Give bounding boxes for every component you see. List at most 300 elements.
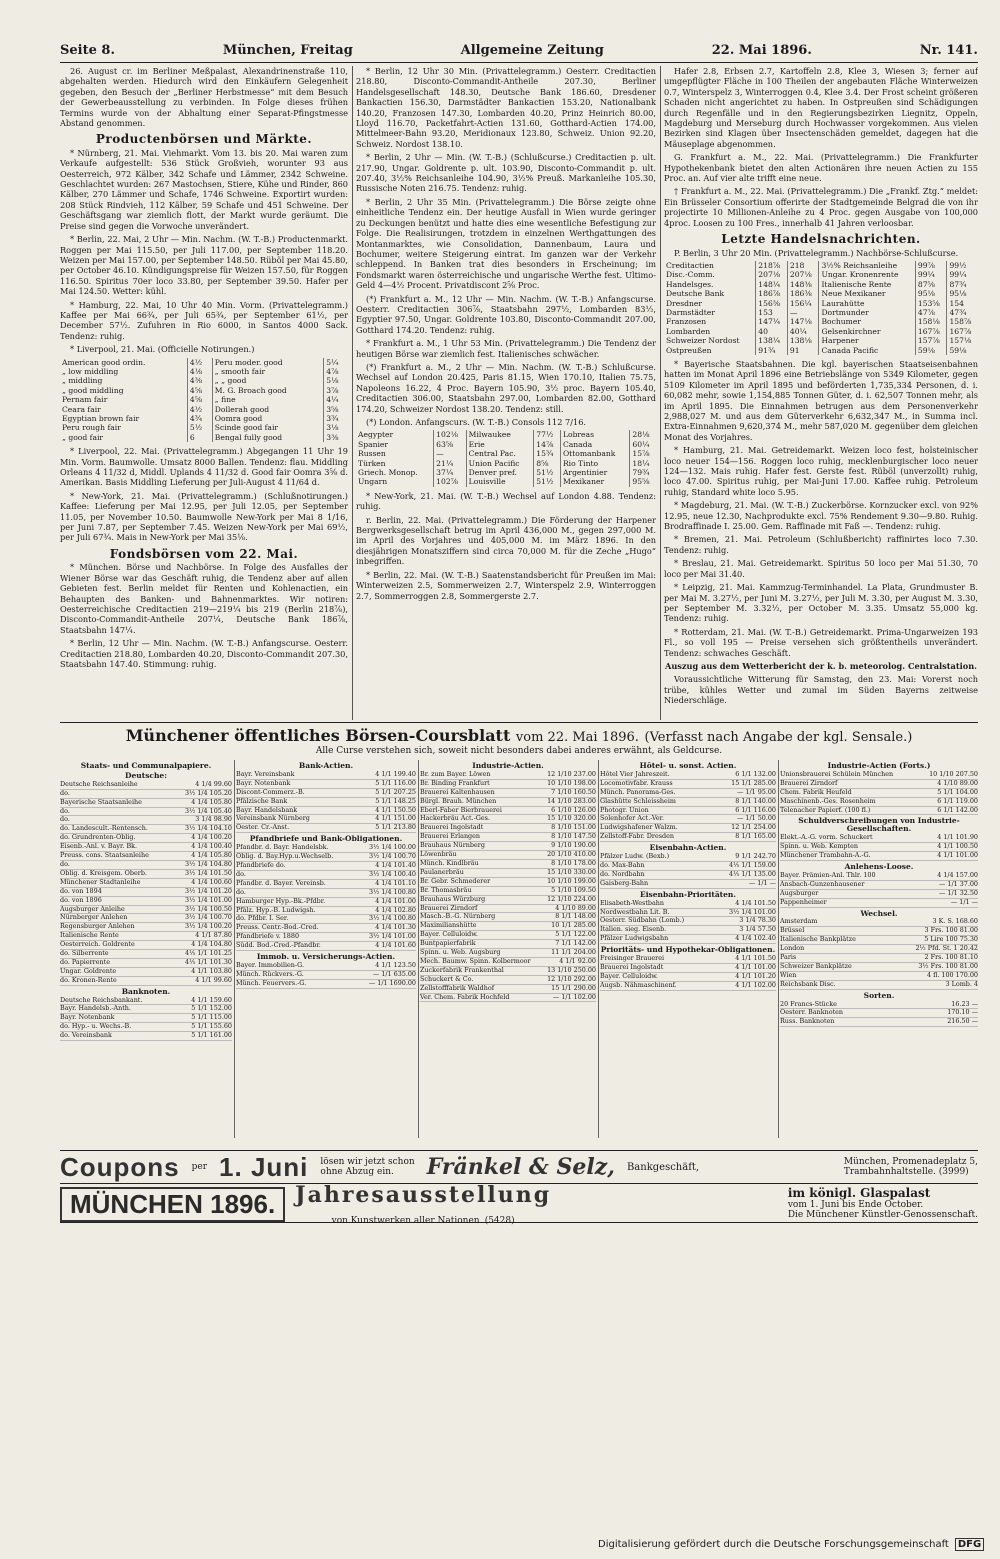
article-text: * New-York, 21. Mai. (W. T.-B.) Wechsel auf London 4.88. Tendenz: ruhig.	[356, 490, 656, 512]
quote-cell: 186⅞	[756, 289, 788, 298]
quote-row	[236, 942, 416, 951]
quote-cell: Lombarden	[666, 326, 711, 336]
dfg-logo-icon: DFG	[955, 1538, 984, 1551]
security-quote: 15 1/1 290.00	[551, 983, 596, 992]
quote-cell: 95⅝	[630, 477, 656, 486]
security-quote: 5 1/1 115.00	[191, 1013, 232, 1022]
article-text: * Leipzig, 21. Mai. Kammzug-Terminhandel. La Plata, Grundmuster B. per Mai M. 3.27½, per Juni M. 3.27½, per Juli M. 3.30, per August M. 3.30, per September M. 3.32½, per October M. 3.35. Umsatz 55,000 kg. Tendenz: ruhig.	[664, 582, 978, 624]
quote-cell: 186⅜	[787, 289, 819, 298]
quote-list	[600, 955, 776, 991]
security-quote: 20 1/10 410.00	[547, 850, 596, 859]
ad-detail-line: vom 1. Juni bis Ende October.	[787, 1200, 924, 1210]
security-name: Discont-Commerz.-B.	[236, 787, 305, 796]
quote-cell: Milwaukee	[466, 430, 534, 439]
security-quote: — 1/1 —	[748, 878, 776, 887]
quote-cell: M. G. Broach good	[212, 386, 324, 395]
quote-cell: Rio Tinto	[560, 459, 629, 468]
section-rule	[60, 722, 978, 723]
security-name: Ludwigshafener Walzm.	[600, 823, 678, 832]
security-quote: 4 1/10 89.00	[555, 903, 596, 912]
quote-cell: 3½% Reichsanleihe	[819, 261, 915, 270]
quote-cell: 4⅞	[324, 367, 348, 376]
security-name: Bayr. Vereinsbank	[236, 769, 295, 778]
security-name: do. von 1896	[60, 895, 102, 904]
quote-cell: 40	[756, 327, 788, 336]
security-quote: 3 1/4 57.50	[739, 925, 776, 934]
security-quote: 3½ 1/4 100.70	[185, 913, 232, 922]
security-name: Deutsche Reichsanleihe	[60, 779, 138, 788]
security-quote: 6 1/1 142.00	[937, 805, 978, 814]
quote-cell: 40¼	[787, 327, 819, 336]
security-name: Augsburger	[780, 888, 819, 897]
quote-cell: Türken	[358, 458, 386, 468]
quote-list	[780, 834, 978, 861]
board-column-2	[236, 760, 416, 1138]
quote-cell: Russen	[358, 449, 386, 459]
security-name: Eisenb.-Anl. v. Bayr. Bk.	[60, 842, 138, 851]
security-name: do.	[236, 869, 246, 878]
ad-munich-1896: MÜNCHEN 1896.	[60, 1187, 285, 1222]
quote-cell: 157⅛	[947, 336, 978, 345]
security-name: Löwenbräu	[420, 850, 457, 859]
quote-cell: 148¼	[756, 280, 788, 289]
security-quote: 10 1/10 198.00	[547, 778, 596, 787]
board-section-heading: Industrie-Actien (Forts.)	[827, 761, 931, 770]
quote-cell: 167⅞	[947, 327, 978, 336]
advertisement-coupons	[60, 1150, 978, 1184]
security-name: do. Max-Bahn	[600, 860, 645, 869]
quote-cell: 59⅛	[947, 346, 978, 355]
security-name: Münchener Trambahn-A.-G.	[780, 851, 871, 860]
security-quote: 3½ 1/4 101.20	[185, 886, 232, 895]
security-quote: 3½ 1/4 100.00	[369, 843, 416, 852]
advertisement-exhibition	[60, 1181, 978, 1226]
security-name: Eberl-Faber Bierbrauerei	[420, 805, 502, 814]
security-quote: 3½ Frs. 100 81.00	[918, 961, 978, 970]
quote-cell: Harpener	[819, 336, 915, 345]
board-column-3	[420, 760, 596, 1138]
security-quote: — 1/1 32.50	[938, 888, 978, 897]
quote-cell: 87⅝	[915, 280, 947, 289]
quote-cell: Griech. Monop.	[358, 468, 418, 478]
quote-cell: American good ordin.	[62, 357, 146, 367]
quote-cell: 60¼	[630, 440, 656, 449]
security-name: Schuckert & Co.	[420, 974, 474, 983]
security-quote: 5 1/1 207.25	[375, 787, 416, 796]
berlin-row	[664, 327, 978, 336]
board-section-heading: Immob. u. Versicherungs-Actien.	[256, 952, 396, 962]
security-name: Solenhofer Act.-Ver.	[600, 814, 665, 823]
quote-cell: Pernam fair	[62, 395, 108, 405]
quote-cell: 157⅞	[915, 336, 947, 345]
quote-cell: 4¼	[324, 395, 348, 404]
quote-list	[60, 997, 232, 1042]
ad-text-line: lösen wir jetzt schon	[320, 1157, 415, 1167]
security-quote: 3½ 1/4 105.40	[185, 806, 232, 815]
security-name: Amsterdam	[780, 917, 818, 926]
liverpool-row	[60, 405, 348, 414]
berlin-row	[664, 280, 978, 289]
security-name: Münch. Feuervers.-G.	[236, 978, 307, 987]
security-quote: 4 1/4 102.80	[375, 905, 416, 914]
security-name: London	[780, 944, 805, 953]
security-name: do. Pfdbr. I. Ser.	[236, 914, 289, 923]
security-quote: 4 1/1 87.80	[195, 931, 232, 940]
quote-cell: 8⅝	[534, 459, 561, 468]
quote-cell: Creditactien	[666, 260, 714, 270]
security-quote: 11 1/1 204.00	[551, 948, 596, 957]
security-name: Pfandbriefe do.	[236, 860, 286, 869]
quote-list	[60, 781, 232, 986]
paper-title: Allgemeine Zeitung	[460, 43, 604, 58]
security-name: Photogr. Union	[600, 805, 649, 814]
security-quote: 4 1/4 101.00	[375, 896, 416, 905]
quote-row	[236, 824, 416, 833]
quote-cell: 3⅛	[324, 423, 348, 432]
security-quote: 5 1/10 109.50	[551, 885, 596, 894]
security-quote: 14 1/10 283.00	[547, 796, 596, 805]
security-quote: 3½ 1/4 100.70	[369, 852, 416, 861]
quote-cell: 28⅛	[630, 430, 656, 439]
quote-cell: 4¾	[187, 414, 212, 423]
security-name: Münch. Panorama-Ges.	[600, 787, 676, 796]
security-name: Pfälzer Ludwigsbahn	[600, 934, 669, 943]
article-text: * Liverpool, 22. Mai. (Privattelegramm.) Abgegangen 11 Uhr 19 Min. Vorm. Baumwolle. Umsatz 8000 Ballen. Tendenz: flau. Middling Orleans 4 11/32 d, Middl. Uplands 4 11/32 d. Good fair Oomra 3⅝ d. Amerikan. Basis Middling Lieferung per Juli-August 4 11/64 d.	[60, 446, 348, 488]
article-text: † Frankfurt a. M., 22. Mai. (Privattelegramm.) Die „Frankf. Ztg.“ meldet: Ein Brüsseler Consortium offerirte der Stadtgemeinde Belgrad die von ihr projectirte 10 Millionen-Anleihe zu 4 Proc. gegen Ausgabe von 100,000 4proc. Loosen zu 100 Fres., innerhalb 41 Jahren verloosbar.	[664, 186, 978, 228]
quote-cell: 15⅞	[630, 449, 656, 458]
quote-cell: Dresdner	[666, 298, 702, 308]
security-quote: 4⅕ 1/1 135.00	[729, 869, 776, 878]
quote-cell: „ „ good	[212, 376, 324, 385]
board-section-heading: Eisenbahn-Actien.	[649, 843, 727, 853]
quote-cell: Disc.-Comm.	[666, 270, 715, 280]
london-row	[356, 430, 656, 439]
security-quote: 4⅕ 1/1 101.30	[185, 957, 232, 966]
article-text: * Berlin, 12 Uhr 30 Min. (Privattelegramm.) Oesterr. Creditactien 218.80, Disconto-Commandit-Antheile 207.30, Berliner Handelsgesellschaft 148.30, Deutsche Bank 186.60, Dresdener Bankactien 156.30, Darmstädter Bankactien 153.20, Nationalbank 140.20, Franzosen 147.30, Lombarden 40.20, Prinz Heinrich 80.00, Lloyd 116.70, Packetfahrt-Actien 131.60, Gotthard-Actien 174.00, Mittelmeer-Bahn 93.20, Meridionaux 123.80, Schweiz. Union 92.20, Schweiz. Nordost 138.10.	[356, 66, 656, 149]
security-name: Locomotivfabr. Krauss	[600, 778, 673, 787]
quote-list	[236, 771, 416, 833]
security-name: Chem. Fabrik Heufeld	[780, 787, 852, 796]
ad-exhibition-title: Jahresausstellung	[295, 1181, 552, 1208]
security-quote: 7 1/1 142.00	[555, 939, 596, 948]
security-name: Vereinsbank Nürnberg	[236, 814, 310, 823]
quote-cell: 18¼	[630, 459, 656, 468]
security-quote: 8 1/10 147.50	[551, 832, 596, 841]
article-text: P. Berlin, 3 Uhr 20 Min. (Privattelegramm.) Nachbörse-Schlußcurse.	[674, 247, 959, 258]
security-name: Russ. Banknoten	[780, 1017, 835, 1026]
issue-date: 22. Mai 1896.	[711, 43, 812, 58]
quote-cell: 138⅛	[787, 336, 819, 345]
security-name: Gaisberg-Bahn	[600, 878, 649, 887]
quote-cell: 102⅛	[434, 430, 467, 439]
quote-cell: Argentinier	[560, 468, 629, 477]
berlin-closing-table	[664, 261, 978, 355]
security-quote: 4 1/4 102.40	[735, 934, 776, 943]
security-quote: — 1/1 95.00	[736, 787, 776, 796]
article-text: (*) Frankfurt a. M., 2 Uhr — Min. Nachm. (W. T.-B.) Schlußcurse. Wechsel auf London 20.425, Paris 81.15, Wien 170.10, Italien 75.75, Napoleons 16.22, 4 Proc. Bayern 105.90, 3½ proc. Bayern 105.40, Creditactien 306.00, Staatsbahn 297.00, Lombarden 82.00, Gotthard 174.20, Schweizer Nordost 138.20. Tendenz: still.	[356, 361, 656, 414]
city-date: München, Freitag	[222, 43, 353, 58]
security-quote: 10 1/10 199.00	[547, 876, 596, 885]
board-section-heading: Wechsel.	[860, 908, 898, 918]
quote-cell: Schweizer Nordost	[666, 336, 740, 346]
london-row	[356, 449, 656, 458]
security-quote: 12 1/1 254.00	[731, 823, 776, 832]
quote-cell: Oomra good	[212, 414, 324, 423]
security-name: Italien. sieg. Eisenb.	[600, 925, 667, 934]
quote-cell: 147¼	[756, 317, 788, 326]
quote-cell: Handelsges.	[666, 279, 714, 289]
section-heading: Letzte Handelsnachrichten.	[721, 232, 921, 247]
security-name: Zellstoff-Fabr. Dresden	[600, 832, 675, 841]
column-3	[664, 66, 978, 720]
ad-exhibition-num: (5428)	[484, 1215, 515, 1226]
security-quote: 4 1/1 199.40	[375, 769, 416, 778]
security-quote: 10 1/10 207.50	[929, 769, 978, 778]
quote-cell: 91¾	[756, 346, 788, 355]
security-quote: 4 1/1 102.00	[735, 980, 776, 989]
security-quote: 5 1/1 161.00	[191, 1031, 232, 1040]
quote-cell: Gelsenkirchner	[819, 327, 915, 336]
security-name: Deutsche Reichsbankant.	[60, 995, 143, 1004]
security-name: do. Grundrenten-Oblig.	[60, 833, 136, 842]
board-section-heading: Schuldverschreibungen von Industrie-Gesellschaften.	[798, 816, 960, 834]
security-quote: 4 1/4 101.10	[375, 878, 416, 887]
security-quote: 6 1/1 116.00	[735, 805, 776, 814]
security-quote: — 1/1 37.00	[938, 879, 978, 888]
security-name: do. Nordbahn	[600, 869, 645, 878]
security-quote: 3 1/4 78.30	[739, 916, 776, 925]
quote-row	[60, 1032, 232, 1041]
security-quote: 4 1/4 101.40	[375, 860, 416, 869]
quote-cell: —	[434, 449, 467, 458]
security-name: Wien	[780, 970, 797, 979]
security-quote: 4 1/1 103.80	[191, 966, 232, 975]
london-quote-table	[356, 430, 656, 486]
security-name: Ver. Chem. Fabrik Hochfeld	[420, 992, 510, 1001]
article-text: * Hamburg, 22. Mai, 10 Uhr 40 Min. Vorm. (Privattelegramm.) Kaffee per Mai 66¾, per Juli 65¾, per September 61½, per December 57½. Zufuhren in Rio 6000, in Santos 4000 Sack. Tendenz: ruhig.	[60, 299, 348, 341]
london-row	[356, 477, 656, 486]
security-quote: 5 Lire 100 75.30	[924, 935, 978, 944]
security-name: Bürgl. Brauh. München	[420, 796, 497, 805]
quote-cell: 99⅞	[915, 261, 947, 270]
quote-cell: Egyptian brown fair	[62, 414, 140, 423]
quote-list	[600, 853, 776, 889]
security-name: Südd. Bod.-Cred.-Pfandbr.	[236, 941, 321, 950]
quote-cell: Dortmunder	[819, 308, 915, 317]
article-text: * Liverpool, 21. Mai. (Officielle Notirungen.)	[70, 344, 255, 355]
security-name: Bayer. Celluloidw.	[600, 971, 658, 980]
security-quote: 13 1/10 250.00	[547, 965, 596, 974]
security-quote: 12 1/10 292.00	[547, 974, 596, 983]
security-name: Brauerei Ingolstadt	[600, 962, 664, 971]
security-name: Glashütte Schleissheim	[600, 796, 676, 805]
board-date: vom 22. Mai 1896.	[515, 730, 639, 745]
quote-cell: 99½	[947, 261, 978, 270]
security-quote: 4 1/1 101.00	[735, 962, 776, 971]
security-name: Brauhaus Nürnberg	[420, 841, 485, 850]
quote-row	[600, 935, 776, 944]
quote-cell: 3⅞	[324, 386, 348, 395]
quote-cell: 4⅛	[187, 367, 212, 376]
security-name: Brauerei Zirndorf	[780, 778, 838, 787]
security-quote: 12 1/10 224.00	[547, 894, 596, 903]
security-name: Br. Thomasbräu	[420, 885, 472, 894]
board-section-heading: Banknoten.	[121, 986, 171, 996]
security-name: Augsburger Anleihe	[60, 904, 125, 913]
quote-cell: Bengal fully good	[212, 433, 324, 442]
security-name: Mech. Baumw. Spinn. Kolbermoor	[420, 956, 531, 965]
security-name: do.	[60, 815, 70, 824]
security-quote: 3½ 1/4 100.20	[185, 922, 232, 931]
quote-cell: Mexikaner	[560, 477, 629, 486]
quote-cell: 51½	[534, 477, 561, 486]
security-name: Regensburger Anlehen	[60, 922, 135, 931]
security-name: Spinn. u. Web. Kempten	[780, 842, 858, 851]
quote-cell: Denver pref.	[466, 468, 534, 477]
board-divider	[598, 760, 599, 1138]
security-quote: 4 1/4 105.80	[191, 851, 232, 860]
security-quote: 4 1/1 101.20	[735, 971, 776, 980]
article-text: * New-York, 21. Mai. (Privattelegramm.) (Schlußnotirungen.) Kaffee: Lieferung per Mai 12.95, per Juli 12.05, per September 11.05, per November 10.50. Baumwolle New-York per Mai 8 1/16, per Juni 7.87, per September 7.45. Weizen New-York per Mai 69½, per Juli 67¾. Mais in New-York per Mai 35⅛.	[60, 490, 348, 543]
security-name: Hamburger Hyp.-Bk.-Pfdbr.	[236, 896, 326, 905]
security-name: do. Vereinsbank	[60, 1031, 112, 1040]
article-text: * Nürnberg, 21. Mai. Viehmarkt. Vom 13. bis 20. Mai waren zum Verkaufe aufgestellt: 536 Stück Großvieh, worunter 93 aus Oesterreich, 972 Kälber, 342 Schafe und Lämmer, 2342 Schweine. Geschlachtet wurden: 267 Mastochsen, Stiere, Kühe und Rinder, 860 Kälber, 270 Lämmer und Schafe, 1746 Schweine. Exportirt wurden: 208 Stück Rindvieh, 112 Kälber, 59 Schafe und 451 Schweine. Der Geschäftsgang war ziemlich flott, der Markt wurde geräumt. Die Preise sind gegen die Vorwoche unverändert.	[60, 147, 348, 231]
quote-cell: 5½	[187, 423, 212, 432]
berlin-row	[664, 308, 978, 317]
board-subtitle: Alle Curse verstehen sich, soweit nicht besonders dabei anderes erwähnt, als Geldcurse.	[315, 746, 723, 756]
security-quote: — 1/1 50.00	[736, 814, 776, 823]
article-text: * Bremen, 21. Mai. Petroleum (Schlußbericht) raffinirtes loco 7.30. Tendenz: ruhig.	[664, 534, 978, 555]
quote-cell: Dollerah good	[212, 405, 324, 414]
quote-row	[780, 852, 978, 861]
quote-cell: 5⅛	[324, 376, 348, 385]
security-name: Nürnberger Anlehen	[60, 913, 128, 922]
security-quote: 3½ 1/4 105.20	[185, 788, 232, 797]
security-name: Elekt.-A.-G. vorm. Schuckert	[780, 833, 873, 842]
section-heading: Fondsbörsen vom 22. Mai.	[109, 546, 299, 561]
quote-list	[780, 872, 978, 908]
quote-cell: 147⅛	[787, 317, 819, 326]
quote-cell: Ungar. Kronenrente	[819, 270, 915, 279]
liverpool-row	[60, 367, 348, 376]
security-quote: 3½ 1/4 100.80	[369, 887, 416, 896]
security-quote: 216.50 —	[947, 1017, 978, 1026]
ad-text-line: ohne Abzug ein.	[320, 1167, 394, 1177]
security-name: Italienische Rente	[60, 931, 119, 940]
article-text: 26. August cr. im Berliner Meßpalast, Alexandrinenstraße 110, abgehalten werden. Hiedurch wird den Einkäufern Gelegenheit gegeben, den Besuch der „Berliner Herbstmesse“ mit dem Besuch der Gewerbeausstellung zu verbinden. In Folge dieses frühen Termins wurde von der Abhaltung einer Separat-Pfingstmesse Abstand genommen.	[60, 66, 348, 129]
article-text: * Berlin, 22. Mai, 2 Uhr — Min. Nachm. (W. T.-B.) Productenmarkt. Roggen per Mai 115.50, per Juli 117.00, per September 118.20. Weizen per Mai 157.00, per September 148.50. Rüböl per Mai 45.80, per October 46.10. Kündigungspreise für Weizen 157.50, für Roggen 116.50. Spiritus 70er loco 33.80, per September 39.50. Hafer per Mai 124.50. Wetter: kühl.	[60, 234, 348, 297]
board-section-heading: Prioritäts- und Hypothekar-Obligationen.	[600, 945, 776, 955]
quote-list	[780, 918, 978, 989]
section-heading: Productenbörsen und Märkte.	[95, 132, 313, 147]
board-subheading: Deutsche:	[125, 770, 167, 780]
quote-cell: Lobreas	[560, 430, 629, 439]
security-quote: 3½ 1/4 100.40	[369, 869, 416, 878]
security-name: do.	[236, 887, 246, 896]
quote-cell: „ low middling	[62, 366, 119, 376]
berlin-row	[664, 336, 978, 345]
security-name: Brauerei Ingolstadt	[420, 823, 484, 832]
security-quote: 4 1/4 100.60	[191, 877, 232, 886]
security-name: Bayer. Celluloidw.	[420, 930, 478, 939]
security-name: Brauerei Erlangen	[420, 832, 481, 841]
article-text: * Magdeburg, 21. Mai. (W. T.-B.) Zuckerbörse. Kornzucker excl. von 92% 12.95, neue 12.30, Nachprodukte excl. 75% Rendement 9.30—9.80. Ruhig. Brodraffinade I. 25.00. Gem. Raffinade mit Faß —. Tendenz: ruhig.	[664, 500, 978, 532]
weather-text: Voraussichtliche Witterung für Samstag, den 23. Mai: Vorerst noch trübe, kühles Wetter und zumal im Süden Bayerns zeitweise Niederschläge.	[664, 674, 978, 706]
quote-cell: Italienische Rente	[819, 280, 915, 289]
issue-number: Nr. 141.	[919, 43, 978, 58]
quote-cell: Spanier	[358, 439, 389, 449]
quote-cell: Aegypter	[358, 430, 394, 440]
quote-list	[780, 771, 978, 816]
page-header	[60, 43, 978, 63]
security-name: Telenacher Papierf. (100 fl.)	[780, 805, 871, 814]
quote-cell: Peru rough fair	[62, 423, 121, 433]
security-quote: 4⅕ 1/1 101.25	[185, 949, 232, 958]
quote-cell: 4½	[187, 358, 212, 367]
ad-firm: Fränkel & Selz,	[426, 1154, 615, 1180]
security-name: Reichsbank Disc.	[780, 979, 836, 988]
board-note: (Verfasst nach Angabe der kgl. Sensale.)	[644, 730, 913, 745]
ad-text	[320, 1157, 414, 1177]
quote-list	[780, 1001, 978, 1028]
board-section-heading: Anlehens-Loose.	[844, 861, 914, 871]
security-quote: 4 1/1 123.50	[375, 960, 416, 969]
ad-exhibition-sub: von Kunstwerken aller Nationen	[331, 1215, 480, 1226]
security-quote: 9 1/10 190.00	[551, 841, 596, 850]
board-column-1	[60, 760, 232, 1138]
security-quote: — 1/1 102.00	[552, 992, 596, 1001]
quote-cell: 153⅝	[915, 299, 947, 308]
quote-cell: 77½	[534, 430, 561, 439]
quote-cell: 47¾	[947, 308, 978, 317]
ad-address	[844, 1157, 978, 1177]
quote-cell: „ middling	[62, 376, 103, 386]
security-quote: 4 1/1 151.00	[375, 814, 416, 823]
security-name: Italienische Bankplätze	[780, 935, 856, 944]
security-quote: 4 fl. 100 170.00	[926, 970, 978, 979]
security-name: do. Silberrente	[60, 949, 109, 958]
quote-cell: 154	[947, 299, 978, 308]
quote-list	[236, 844, 416, 951]
quote-cell: 138¼	[756, 336, 788, 345]
quote-cell: 207⅛	[756, 270, 788, 279]
security-name: Augsb. Nähmaschinenf.	[600, 980, 677, 989]
berlin-row	[664, 299, 978, 308]
quote-cell: 153	[756, 308, 788, 317]
security-quote: 3½ 1/4 104.10	[185, 824, 232, 833]
board-section-heading: Hôtel- u. sonst. Actien.	[639, 761, 737, 770]
security-quote: 3½ 1/4 101.50	[185, 868, 232, 877]
quote-row	[236, 980, 416, 989]
security-quote: — 1/1 —	[950, 897, 978, 906]
security-quote: 4 1/4 100.20	[191, 833, 232, 842]
quote-cell: Franzosen	[666, 317, 707, 327]
board-section-heading: Staats- und Communalpapiere.	[80, 761, 212, 770]
quote-cell: —	[787, 308, 819, 317]
security-quote: 8 1/1 140.00	[735, 796, 776, 805]
article-text: * Berlin, 2 Uhr 35 Min. (Privattelegramm.) Die Börse zeigte ohne einheitliche Tendenz ein. Der heutige Ausfall in Wien wurde geringer zu Deckungen benützt und hatte dies eine wesentliche Befestigung zur Folge. Die Realisirungen, trotzdem in einzelnen Werthgattungen des Montanmarktes, wie Consolidation, Dannenbaum, Laura und Bochumer, weitere Steigerung eintrat. Im ganzen war der Verkehr schleppend. In Banken trat dies besonders in Erscheinung; im Fondsmarkt waren österreichische und ungarische Werthe fest. Ultimo-Geld 4—4½ Procent. Privatdiscont 2⅝ Proc.	[356, 196, 656, 291]
board-section-heading: Industrie-Actien.	[472, 761, 544, 770]
article-text: r. Berlin, 22. Mai. (Privattelegramm.) Die Förderung der Harpener Bergwerksgesellschaft betrug im April 436,000 M., gegen 297,000 M. im April des Vorjahres und 405,000 M. im März 1896. In den diesjährigen Monatsziffern sind circa 70,000 M. für die Zeche „Hugo“ inbegriffen.	[356, 514, 656, 567]
security-quote: 8 1/10 178.00	[551, 858, 596, 867]
security-name: Pfälz. Hyp.-B. Ludwigsh.	[236, 905, 316, 914]
security-name: Freisinger Brauerei	[600, 954, 665, 963]
security-name: 20 Francs-Stücke	[780, 999, 837, 1008]
security-name: Br. zum Bayer. Löwen	[420, 769, 491, 778]
security-quote: 5 1/1 148.25	[375, 796, 416, 805]
article-text: G. Frankfurt a. M., 22. Mai. (Privattelegramm.) Die Frankfurter Hypothekenbank bietet den alten Actionären ihre neuen Actien zu 155 Proc. an. Auf vier alte trifft eine neue.	[664, 152, 978, 184]
ad-bank: Bankgeschäft,	[626, 1161, 700, 1173]
